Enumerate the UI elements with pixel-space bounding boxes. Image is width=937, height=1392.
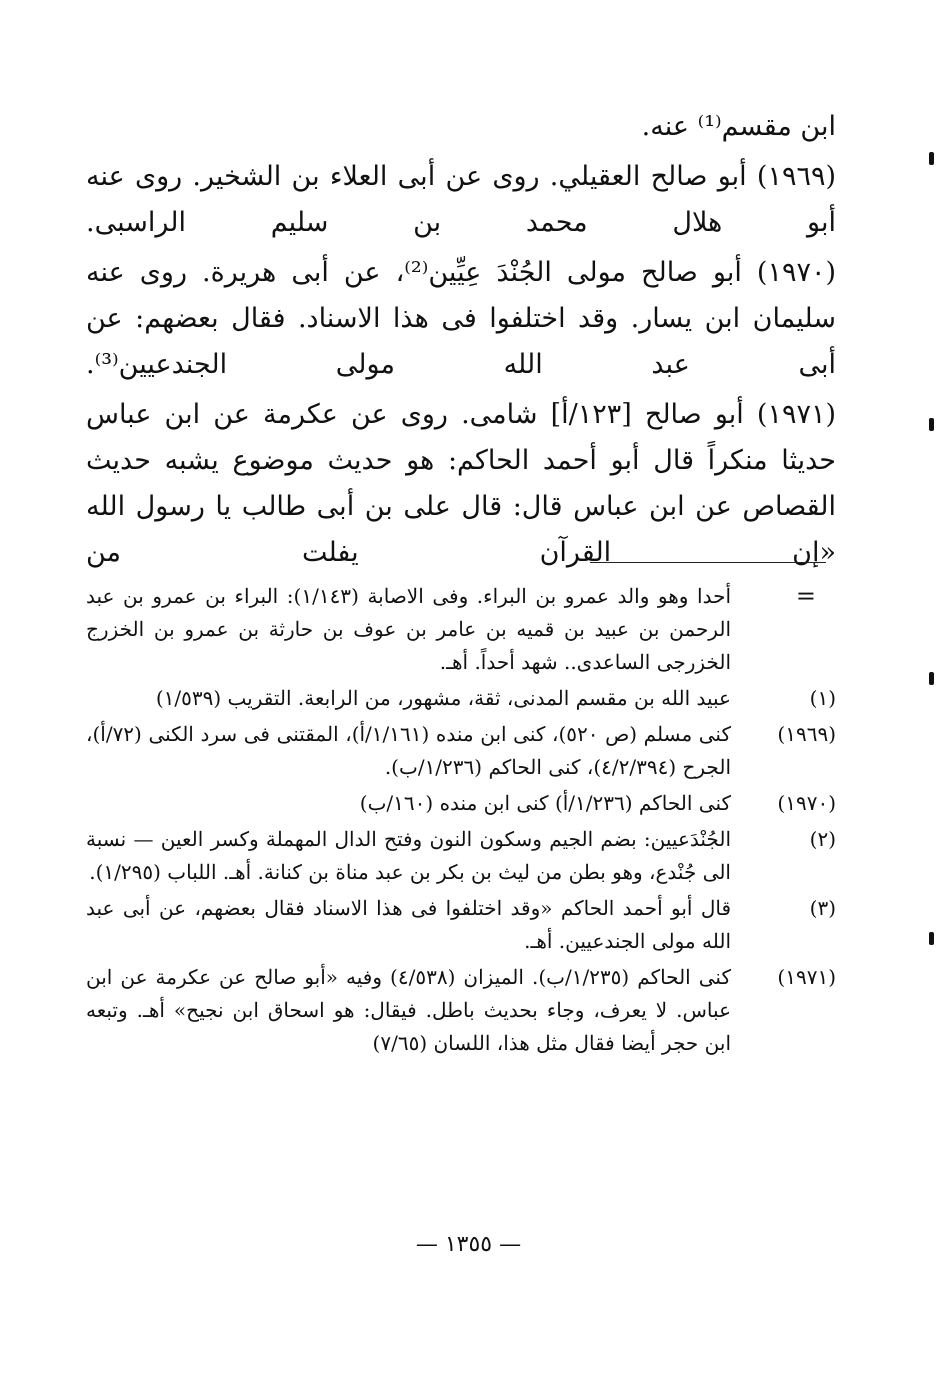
footnote-text: عبيد الله بن مقسم المدنى، ثقة، مشهور، من الرابعة. التقريب (١/٥٣٩): [155, 686, 731, 710]
scan-mark: [929, 932, 934, 945]
footnote-label: (١): [809, 686, 836, 710]
footnote: [86, 823, 836, 889]
footnote-separator: [590, 562, 826, 563]
footnote-text: كنى الحاكم (١/٢٣٥/ب). الميزان (٤/٥٣٨) وفيه «أبو صالح عن عكرمة عن ابن عباس. لا يعرف، وجاء بحديث باطل. فيقال: هو اسحاق ابن نجيح» أهـ. وتبعه ابن حجر أيضا فقال مثل هذا، اللسان (٧/٦٥): [86, 965, 731, 1055]
main-text: [86, 104, 836, 580]
footnote: [86, 682, 836, 715]
footnote-label: (٣): [809, 896, 836, 920]
footnote-text: قال أبو أحمد الحاكم «وقد اختلفوا فى هذا الاسناد فقال بعضهم، عن أبى عبد الله مولى الجندعيين. أهـ.: [86, 896, 732, 953]
footnote: [86, 580, 836, 679]
footnote: [86, 787, 836, 820]
footnote-text: كنى الحاكم (١/٢٣٦/أ) كنى ابن منده (١٦٠/ب): [359, 791, 731, 815]
footnote: [86, 961, 836, 1060]
main-paragraph: (١٩٧١) أبو صالح [١٢٣/أ] شامى. روى عن عكرمة عن ابن عباس حديثا منكراً قال أبو أحمد الحاكم: هو حديث موضوع يشبه حديث القصاص عن ابن عباس قال: قال على بن أبى طالب يا رسول الله «إن القرآن يفلت من: [86, 399, 836, 568]
footnote-text: أحدا وهو والد عمرو بن البراء. وفى الاصابة (١/١٤٣): البراء بن عمرو بن عبد الرحمن بن عبيد بن قميه بن عامر بن عوف بن حارثة بن عمرو بن الخزرج الخزرجى الساعدى.. شهد أحداً. أهـ.: [86, 584, 732, 674]
scan-mark: [929, 672, 934, 685]
footnotes: [86, 580, 836, 1063]
main-paragraph: ابن مقسم⁽¹⁾ عنه.: [641, 111, 836, 142]
main-paragraph: (١٩٧٠) أبو صالح مولى الجُنْدَ عِيِّين⁽²⁾، عن أبى هريرة. روى عنه سليمان ابن يسار. وقد اختلفوا فى هذا الاسناد. فقال بعضهم: عن أبى عبد الله مولى الجندعيين⁽³⁾.: [86, 257, 836, 380]
footnote: [86, 892, 836, 958]
footnote-text: كنى مسلم (ص ٥٢٠)، كنى ابن منده (١/١٦١/أ)، المقتنى فى سرد الكنى (٧٢/أ)، الجرح (٤/٢/٣٩٤)، كنى الحاكم (١/٢٣٦/ب).: [86, 722, 731, 779]
scan-mark: [929, 152, 934, 165]
footnote-label: (١٩٧٠): [777, 791, 836, 815]
scan-mark: [929, 418, 934, 431]
main-paragraph: (١٩٦٩) أبو صالح العقيلي. روى عن أبى العلاء بن الشخير. روى عنه أبو هلال محمد بن سليم الراسبى.: [86, 161, 836, 238]
footnote: [86, 718, 836, 784]
footnote-label: (١٩٦٩): [777, 722, 836, 746]
footnote-label: (١٩٧١): [777, 965, 836, 989]
footnote-label: =: [795, 582, 816, 610]
footnote-label: (٢): [809, 827, 836, 851]
page-number: — ١٣٥٥ —: [415, 1232, 522, 1257]
footnote-text: الجُنْدَعيين: بضم الجيم وسكون النون وفتح الدال المهملة وكسر العين — نسبة الى جُنْدع، وهو بطن من ليث بن بكر بن عبد مناة بن كنانة. أهـ. اللباب (١/٢٩٥).: [86, 827, 731, 884]
